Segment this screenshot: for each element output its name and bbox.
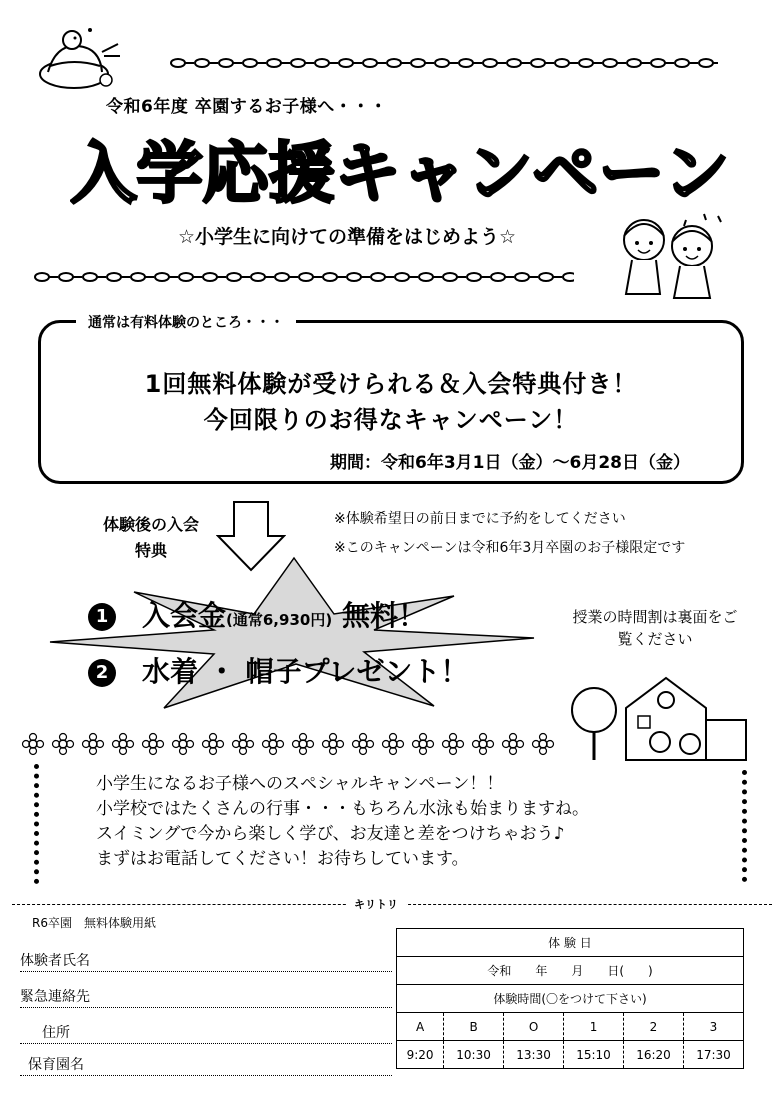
- message-line: スイミングで今から楽しく学び、お友達と差をつけちゃおう♪: [96, 824, 565, 844]
- slot-time[interactable]: 15:10: [564, 1041, 624, 1069]
- campaign-title: [70, 132, 730, 212]
- benefit-1-free: 無料！: [341, 599, 426, 632]
- trial-date-header: 体 験 日: [397, 929, 744, 957]
- schedule-note: 授業の時間割は裏面をご覧ください: [572, 608, 738, 648]
- slot-time[interactable]: 9:20: [397, 1041, 444, 1069]
- chain-border-middle: [34, 268, 574, 284]
- trial-date-table: [396, 928, 744, 1069]
- benefit-1-regular-price: (通常6,930円): [226, 611, 333, 629]
- message-line: 小学生になるお子様へのスペシャルキャンペーン！！: [96, 774, 504, 794]
- slot-code[interactable]: 1: [564, 1013, 624, 1041]
- slot-code[interactable]: A: [397, 1013, 444, 1041]
- form-title: R6卒園 無料体験用紙: [32, 916, 156, 930]
- address-field[interactable]: 住所: [20, 1022, 392, 1044]
- slot-code[interactable]: 3: [683, 1013, 743, 1041]
- hat-bird-illustration: [30, 22, 130, 96]
- campaign-period: 期間：令和6年3月1日（金）～6月28日（金）: [330, 453, 690, 473]
- offer-tag: 通常は有料体験のところ・・・: [76, 312, 296, 332]
- campaign-subtitle: ☆小学生に向けての準備をはじめよう☆: [178, 226, 517, 248]
- message-line: 小学校ではたくさんの行事・・・もちろん水泳も始まりますね。: [96, 799, 589, 819]
- cut-label: キリトリ: [346, 896, 406, 912]
- benefit-2-main: 水着 ・ 帽子プレゼント！: [142, 655, 469, 688]
- school-illustration: [566, 664, 756, 764]
- chain-border-top: [170, 54, 718, 70]
- campaign-lead: 令和6年度 卒園するお子様へ・・・: [106, 97, 388, 117]
- eligibility-note: ※このキャンペーンは令和6年3月卒園のお子様限定です: [334, 540, 686, 556]
- slot-code[interactable]: 2: [624, 1013, 684, 1041]
- slot-code[interactable]: O: [504, 1013, 564, 1041]
- flower-border: [18, 732, 558, 756]
- trial-time-header: 体験時間(〇をつけて下さい): [397, 985, 744, 1013]
- children-illustration: [600, 208, 730, 308]
- campaign-message: [96, 772, 589, 872]
- benefit-number: 1: [88, 603, 116, 631]
- benefit-label: 体験後の入会特典: [102, 515, 199, 560]
- slot-code[interactable]: B: [444, 1013, 504, 1041]
- emergency-contact-field[interactable]: 緊急連絡先: [20, 986, 392, 1008]
- offer-headline: 1回無料体験が受けられる＆入会特典付き！: [144, 370, 638, 398]
- svg-text:入学応援キャンペーン: 入学応援キャンペーン: [70, 135, 730, 212]
- trial-date-entry[interactable]: 令和 年 月 日( ): [397, 957, 744, 985]
- message-border-left: [34, 764, 39, 884]
- slot-time[interactable]: 17:30: [683, 1041, 743, 1069]
- slot-time[interactable]: 10:30: [444, 1041, 504, 1069]
- name-field[interactable]: 体験者氏名: [20, 950, 392, 972]
- offer-subheadline: 今回限りのお得なキャンペーン！: [203, 406, 579, 434]
- slot-time[interactable]: 16:20: [624, 1041, 684, 1069]
- nursery-name-field[interactable]: 保育園名: [20, 1054, 392, 1076]
- benefit-2: [88, 650, 468, 690]
- benefit-1: [88, 594, 426, 634]
- benefit-1-main: 入会金: [142, 599, 227, 632]
- message-border-right: [742, 770, 747, 882]
- slot-time[interactable]: 13:30: [504, 1041, 564, 1069]
- starburst-background: [34, 556, 554, 716]
- booking-note: ※体験希望日の前日までに予約をしてください: [334, 511, 626, 527]
- benefit-number: 2: [88, 659, 116, 687]
- message-line: まずはお電話してください！お待ちしています。: [96, 849, 469, 869]
